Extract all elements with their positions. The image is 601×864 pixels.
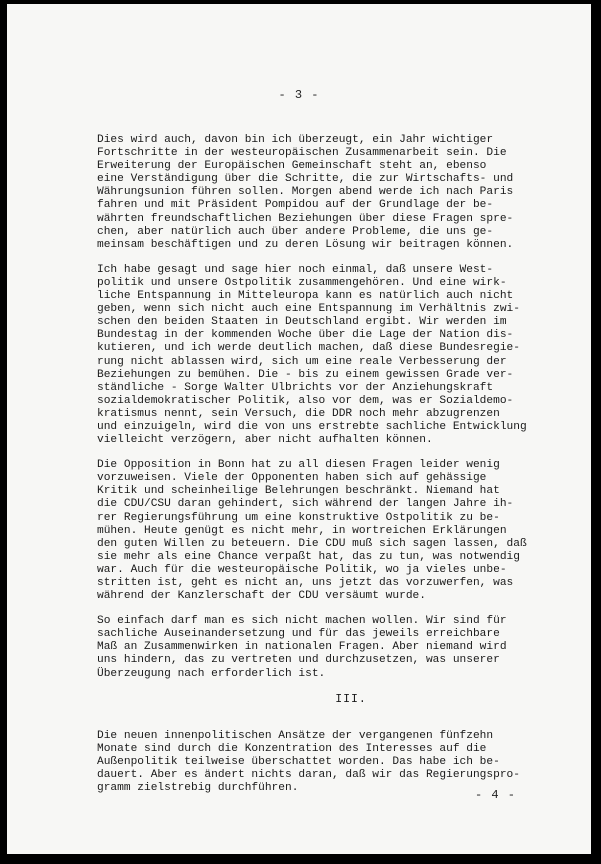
paragraph-national-questions: So einfach darf man es sich nicht machen wollen. Wir sind für sachliche Auseinandersetzung und für das jeweils erreichbare Maß an Zusammenwirken in nationalen Fragen. Aber niemand wird uns hindern, das zu vertreten und durchzusetzen, was unserer Überzeugung nach erforderlich ist.: [97, 615, 507, 680]
document-body: [97, 134, 567, 807]
paragraph-ostpolitik: Ich habe gesagt und sage hier noch einmal, daß unsere West- politik und unsere Ostpolitik zusammengehören. Und eine wirk- liche Entspannung in Mitteleuropa kann es natürlich auch nicht geben, wenn sich nicht auch eine Entspannung im Verhältnis zwi- schen den beiden Staaten in Deutschland ergibt. Wir werden im Bundestag in der kommenden Woche über die Lage der Nation dis- kutieren, und ich werde deutlich machen, daß diese Bundesregie- rung nicht ablassen wird, sich um eine reale Verbesserung der Beziehungen zu bemühen. Die - bis zu einem gewissen Grade ver- ständliche - Sorge Walter Ulbrichts vor der Anziehungskraft sozialdemokratischer Politik, also vor dem, was er Sozialdemo- kratismus nennt, sein Versuch, die DDR noch mehr abzugrenzen und einzuigeln, wird die von uns erstrebte sachliche Entwicklung vielleicht verzögern, aber nicht aufhalten können.: [97, 263, 527, 447]
page-number: - 3 -: [278, 88, 320, 102]
section-heading: III.: [335, 692, 367, 706]
paragraph-europe: Dies wird auch, davon bin ich überzeugt, ein Jahr wichtiger Fortschritte in der westeuropäischen Zusammenarbeit sein. Die Erweiterung der Europäischen Gemeinschaft steht an, ebenso eine Verständigung über die Schritte, die zur Wirtschafts- und Währungsunion führen sollen. Morgen abend werde ich nach Paris fahren und mit Präsident Pompidou auf der Grundlage der be- währten freundschaftlichen Beziehungen über diese Fragen spre- chen, aber natürlich auch über andere Probleme, die uns ge- meinsam beschäftigen und zu deren Lösung wir beitragen können.: [97, 134, 514, 251]
document-page: [7, 4, 591, 854]
next-page-marker: - 4 -: [475, 788, 517, 802]
paragraph-opposition: Die Opposition in Bonn hat zu all diesen Fragen leider wenig vorzuweisen. Viele der Opponenten haben sich auf gehässige Kritik und scheinheilige Belehrungen beschränkt. Niemand hat die CDU/CSU daran gehindert, sich während der langen Jahre ih- rer Regierungsführung um eine konstruktive Ostpolitik zu be- mühen. Heute genügt es nicht mehr, in wortreichen Erklärungen den guten Willen zu beteuern. Die CDU muß sich sagen lassen, daß sie mehr als eine Chance verpaßt hat, das zu tun, was notwendig war. Auch für die westeuropäische Politik, wo ja vieles unbe- stritten ist, geht es nicht an, uns jetzt das vorzuwerfen, was während der Kanzlerschaft der CDU versäumt wurde.: [97, 459, 527, 603]
paragraph-domestic-policy: Die neuen innenpolitischen Ansätze der vergangenen fünfzehn Monate sind durch die Konzentration des Interesses auf die Außenpolitik teilweise überschattet worden. Das habe ich be- dauert. Aber es ändert nichts daran, daß wir das Regierungspro- gramm zielstrebig durchführen.: [97, 729, 520, 795]
